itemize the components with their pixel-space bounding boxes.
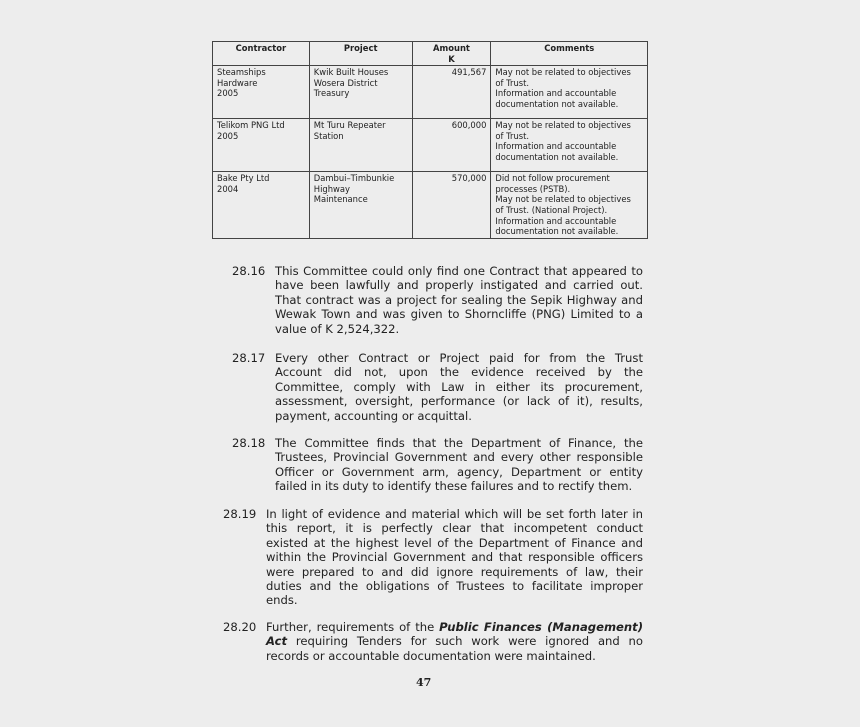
paragraph-text <box>266 507 643 608</box>
paragraph-line: assessment, oversight, performance (or lack of it), results, <box>275 394 643 409</box>
table-header-row <box>213 42 648 66</box>
cell-line: of Trust. <box>495 77 530 88</box>
cell-comments <box>491 66 648 119</box>
paragraph-line: That contract was a project for sealing the Sepik Highway and <box>275 292 643 307</box>
paragraph-line: ends. <box>266 593 298 608</box>
cell-line: Bake Pty Ltd <box>217 173 270 184</box>
paragraph-line: value of K 2,524,322. <box>275 321 400 336</box>
cell-line: documentation not available. <box>495 98 619 109</box>
cell-line: Telikom PNG Ltd <box>217 120 285 131</box>
paragraph-line: failed in its duty to identify these failures and to rectify them. <box>275 479 633 494</box>
paragraph-line: Every other Contract or Project paid for from the Trust <box>275 351 643 365</box>
cell-contractor <box>213 66 310 119</box>
paragraph-line: existed at the highest level of the Department of Finance and <box>266 535 643 550</box>
cell-line: May not be related to objectives <box>495 120 631 131</box>
paragraph-line: This Committee could only find one Contract that appeared to <box>275 264 643 278</box>
cell-line: Treasury <box>313 88 350 99</box>
header-amount-label: Amount <box>433 43 470 53</box>
cell-contractor <box>213 119 310 172</box>
header-contractor: Contractor <box>213 42 310 66</box>
line-text: Further, requirements of the <box>266 620 440 634</box>
paragraph-text <box>275 436 643 494</box>
paragraph-line <box>266 620 643 634</box>
cell-line: Highway <box>313 183 350 194</box>
header-comments: Comments <box>491 42 648 66</box>
cell-project <box>309 172 412 239</box>
cell-line: May not be related to objectives <box>495 67 631 78</box>
paragraph-line: were prepared to and did ignore requirements of law, their <box>266 564 643 579</box>
cell-line: documentation not available. <box>495 226 619 237</box>
paragraph-line: within the Provincial Government and that responsible officers <box>266 550 643 565</box>
act-title-bold: Public Finances (Management) <box>439 620 644 634</box>
paragraph-line: The Committee finds that the Department of Finance, the <box>275 436 643 450</box>
cell-line: 2005 <box>217 130 239 141</box>
cell-comments <box>491 172 648 239</box>
paragraph-text <box>266 620 643 663</box>
table-row <box>213 172 648 239</box>
cell-line: Steamships <box>217 67 266 78</box>
paragraph-line <box>266 634 643 648</box>
page-number: 47 <box>416 676 432 689</box>
line-text: requiring Tenders for such work were ignored and no <box>287 634 643 649</box>
cell-line: Dambui–Timbunkie <box>313 173 395 184</box>
cell-line: Information and accountable <box>495 215 617 226</box>
table-body <box>213 66 648 239</box>
cell-line: 2005 <box>217 88 239 99</box>
paragraph-text <box>275 351 643 423</box>
cell-line: May not be related to objectives <box>495 194 631 205</box>
cell-line: of Trust. <box>495 130 530 141</box>
cell-line: Mt Turu Repeater <box>313 120 386 131</box>
cell-line: Information and accountable <box>495 88 617 99</box>
cell-line: Wosera District <box>313 77 378 88</box>
paragraph-line: Account did not, upon the evidence received by the <box>275 365 643 380</box>
cell-comments <box>491 119 648 172</box>
paragraph-line: In light of evidence and material which will be set forth later in <box>266 507 643 521</box>
paragraph-line: Officer or Government arm, agency, Department or entity <box>275 464 643 479</box>
header-amount-unit: K <box>448 53 455 64</box>
cell-line: Kwik Built Houses <box>313 67 389 78</box>
paragraph-number: 28.16 <box>232 264 266 278</box>
cell-contractor <box>213 172 310 239</box>
cell-line: processes (PSTB). <box>495 183 571 194</box>
cell-project <box>309 66 412 119</box>
cell-line: documentation not available. <box>495 151 619 162</box>
paragraph-line: Wewak Town and was given to Shorncliffe (PNG) Limited to a <box>275 307 643 322</box>
paragraph-line: payment, accounting or acquittal. <box>275 408 472 423</box>
table-row <box>213 66 648 119</box>
cell-line: Hardware <box>217 77 258 88</box>
contracts-table <box>212 41 648 239</box>
cell-line: Maintenance <box>313 194 368 205</box>
paragraph-line: Committee, comply with Law in either its procurement, <box>275 379 643 394</box>
act-title-bold: Act <box>266 634 288 649</box>
paragraph-number: 28.20 <box>223 620 257 634</box>
cell-line: 2004 <box>217 183 239 194</box>
paragraph-line: Trustees, Provincial Government and every other responsible <box>275 450 643 465</box>
paragraph-line: duties and the obligations of Trustees to facilitate improper <box>266 579 643 594</box>
header-amount <box>412 42 491 66</box>
cell-line: Station <box>313 130 344 141</box>
header-project: Project <box>309 42 412 66</box>
paragraph-number: 28.19 <box>223 507 257 521</box>
cell-amount: 600,000 <box>412 119 491 172</box>
cell-line: of Trust. (National Project). <box>495 204 608 215</box>
paragraph-number: 28.17 <box>232 351 266 365</box>
cell-amount: 491,567 <box>412 66 491 119</box>
paragraph-text <box>275 264 643 336</box>
cell-line: Did not follow procurement <box>495 173 610 184</box>
paragraph-line: this report, it is perfectly clear that incompetent conduct <box>266 521 643 536</box>
table-row <box>213 119 648 172</box>
cell-project <box>309 119 412 172</box>
paragraph-number: 28.18 <box>232 436 266 450</box>
cell-line: Information and accountable <box>495 141 617 152</box>
paragraph-line: have been lawfully and properly instigated and carried out. <box>275 278 643 293</box>
paragraph-line: records or accountable documentation were maintained. <box>266 648 596 663</box>
cell-amount: 570,000 <box>412 172 491 239</box>
